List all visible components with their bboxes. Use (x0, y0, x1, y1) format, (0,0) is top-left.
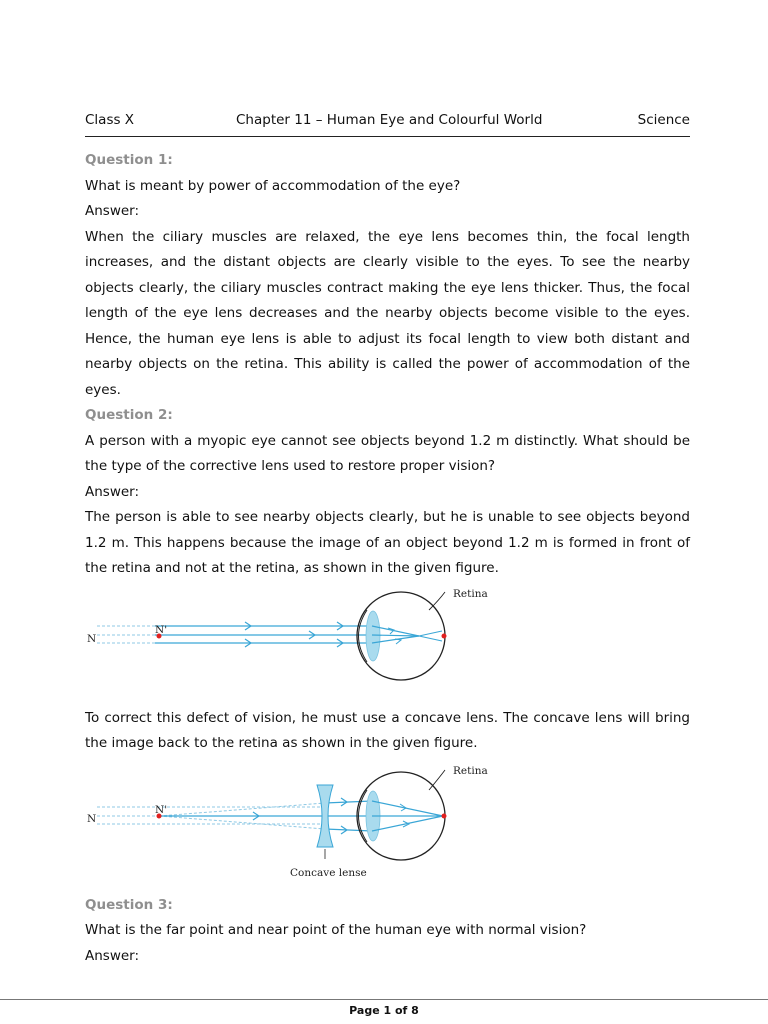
retina-label: Retina (453, 587, 488, 600)
footer-divider (0, 999, 768, 1000)
concave-lens-label: Concave lense (290, 866, 367, 879)
myopic-eye-diagram (85, 588, 690, 706)
question-2-text: A person with a myopic eye cannot see objects beyond 1.2 m distinctly. What should be the type of the corrective lens used to restore proper vision? (85, 432, 690, 474)
virtual-ray (159, 816, 325, 829)
header-chapter: Chapter 11 – Human Eye and Colourful World (236, 112, 543, 128)
n-label: N (87, 812, 97, 825)
diverging-ray (419, 631, 442, 636)
answer-1-text: When the ciliary muscles are relaxed, the eye lens becomes thin, the focal length increases, and the distant objects are clearly visible to the eyes. To see the nearby objects clearly, the ciliary muscles contract making the eye lens thicker. Thus, the focal length of the eye lens decreases and the nearby objects become visible to the eyes. Hence, the human eye lens is able to adjust its focal length to view both distant and nearby objects on the retina. This ability is called the power of accommodation of the eyes. (85, 228, 690, 398)
ray-bottom (325, 829, 372, 831)
retina-point (442, 813, 447, 818)
question-1-text: What is meant by power of accommodation of the eye? (85, 177, 461, 194)
eye-lens (366, 611, 380, 661)
retina-label: Retina (453, 764, 488, 777)
virtual-ray (159, 803, 325, 816)
answer-2-label: Answer: (85, 483, 140, 500)
answer-1-label: Answer: (85, 203, 140, 219)
n-prime-label: N' (155, 803, 168, 816)
page-header (85, 110, 690, 137)
answer-2-text-part2: To correct this defect of vision, he must use a concave lens. The concave lens will bring the image back to the retina as shown in the given figure. (85, 709, 690, 751)
arrow-head (388, 628, 394, 634)
document-body (85, 148, 690, 969)
retina-pointer (429, 770, 445, 790)
myopic-eye-figure (85, 588, 690, 706)
answer-3-label: Answer: (85, 947, 140, 964)
question-1-heading: Question 1: (85, 152, 173, 168)
retina-point (442, 633, 447, 638)
page-number: Page 1 of 8 (349, 1004, 419, 1017)
header-subject: Science (637, 112, 690, 128)
answer-2-text-part1: The person is able to see nearby objects clearly, but he is unable to see objects beyond 1.2 m. This happens because the image of an object beyond 1.2 m is formed in front of the retina and not at the retina, as shown in the given figure. (85, 509, 690, 576)
converging-ray (372, 801, 443, 816)
question-3-text: What is the far point and near point of the human eye with normal vision? (85, 922, 587, 938)
n-label: N (87, 632, 97, 645)
diverging-ray (419, 636, 442, 641)
ray-top (325, 801, 372, 803)
retina-pointer (429, 592, 445, 610)
concave-lens-diagram (85, 763, 690, 893)
corrected-eye-figure (85, 763, 690, 893)
question-3-heading: Question 3: (85, 896, 173, 913)
header-class: Class X (85, 112, 135, 128)
question-2-heading: Question 2: (85, 407, 173, 423)
n-prime-label: N' (155, 623, 168, 636)
